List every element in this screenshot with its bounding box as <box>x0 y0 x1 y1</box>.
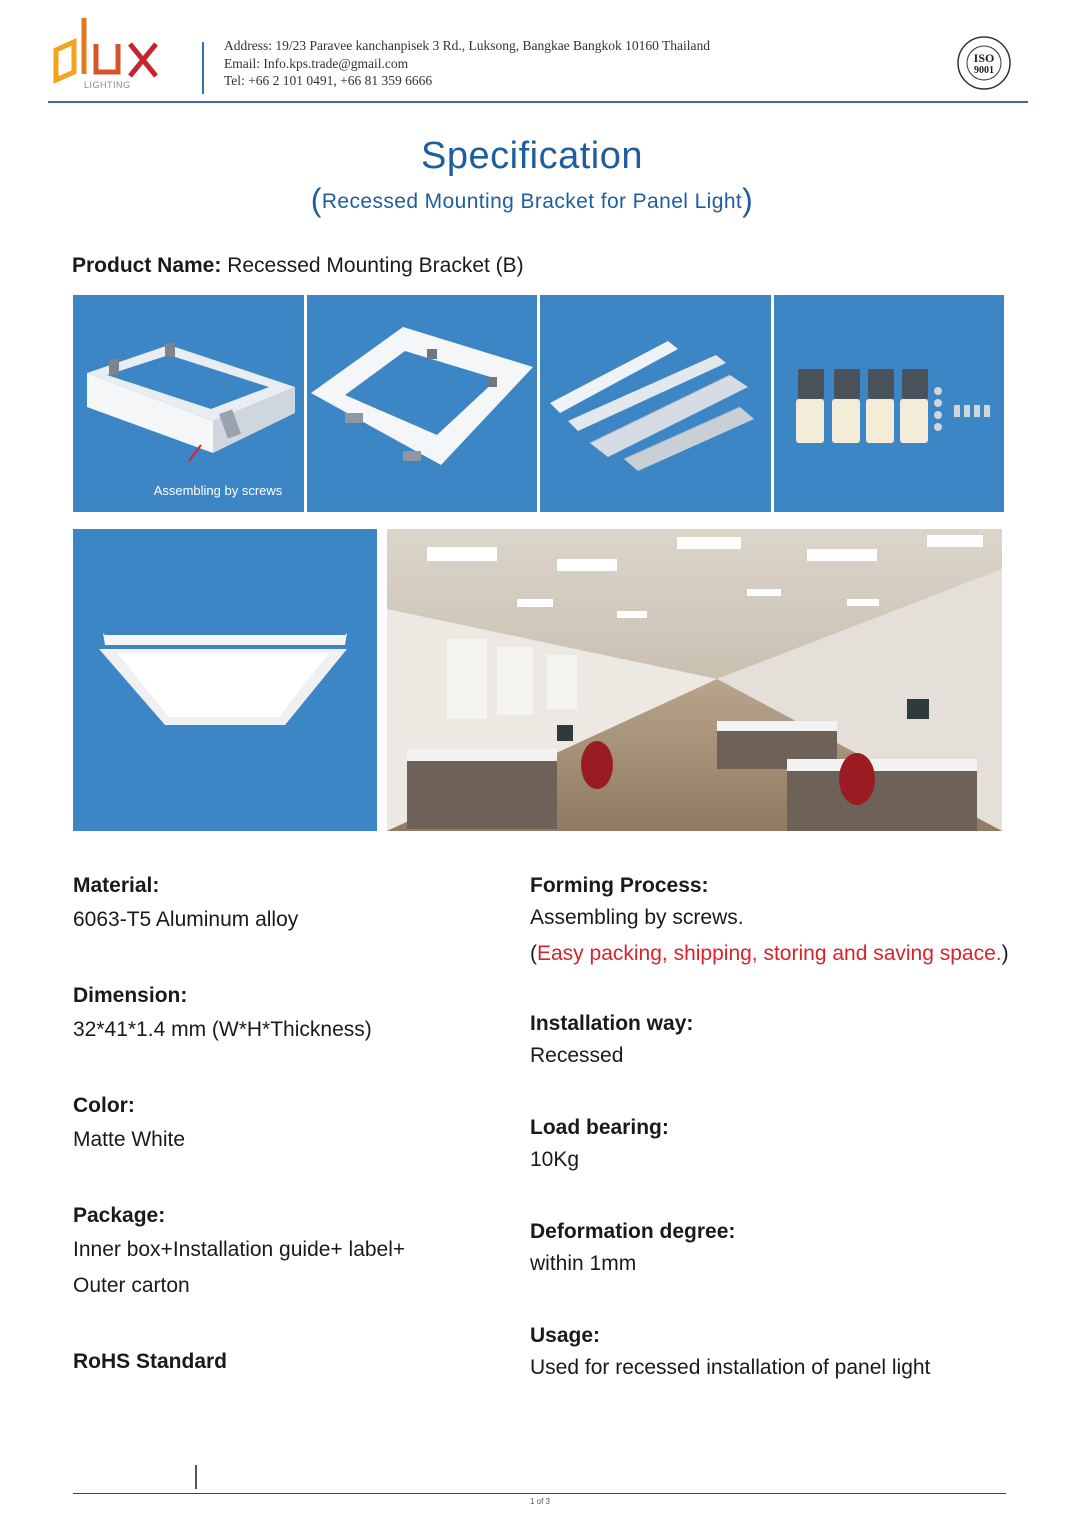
spec-label: Material: <box>73 874 160 897</box>
spec-label: Installation way: <box>530 1012 694 1035</box>
spec-rohs <box>73 1350 227 1374</box>
spec-dimension <box>73 984 372 1048</box>
subtitle-text: Recessed Mounting Bracket for Panel Light <box>321 190 743 213</box>
spec-label: Forming Process: <box>530 874 709 897</box>
tel-line: Tel: +66 2 101 0491, +66 81 359 6666 <box>224 73 433 88</box>
spec-value: Matte White <box>73 1128 186 1151</box>
image-caption: Assembling by screws <box>153 483 283 498</box>
iso-badge <box>956 35 1012 91</box>
logo-subtitle: LIGHTING <box>84 80 131 90</box>
spec-installation-way <box>530 1012 693 1074</box>
header-rule <box>48 101 1028 103</box>
spec-label: Load bearing: <box>530 1116 669 1139</box>
iso-number: 9001 <box>974 65 994 76</box>
spec-value: Assembling by screws. <box>530 906 744 929</box>
contact-block <box>224 37 710 90</box>
spec-load-bearing <box>530 1116 669 1178</box>
email-line[interactable]: Email: Info.kps.trade@gmail.com <box>224 55 409 71</box>
spec-usage <box>530 1324 930 1386</box>
product-name <box>72 254 524 278</box>
spec-value-cont: Outer carton <box>73 1274 190 1297</box>
spec-material <box>73 874 298 938</box>
spec-value: Recessed <box>530 1044 624 1067</box>
spec-color <box>73 1094 185 1158</box>
spec-label: Package: <box>73 1204 166 1227</box>
spec-package <box>73 1204 405 1304</box>
spec-value: Used for recessed installation of panel light <box>530 1356 931 1379</box>
spec-label: Color: <box>73 1094 135 1117</box>
spec-label: Usage: <box>530 1324 601 1347</box>
spec-note: (Easy packing, shipping, storing and saving space.) <box>530 942 1009 965</box>
spec-value: 10Kg <box>530 1148 580 1171</box>
product-value: Recessed Mounting Bracket (B) <box>227 254 524 277</box>
spec-value: within 1mm <box>530 1252 637 1275</box>
bracket-frame-image <box>307 295 537 512</box>
page-title: Specification <box>421 135 643 177</box>
bracket-clips-image <box>774 295 1004 512</box>
footer-rule <box>73 1493 1006 1494</box>
panel-light-image <box>73 529 377 831</box>
spec-value: 6063-T5 Aluminum alloy <box>73 908 299 931</box>
product-label: Product Name: <box>72 254 222 277</box>
header-divider <box>202 42 204 94</box>
bracket-rails-image <box>540 295 771 512</box>
iso-text: ISO <box>973 51 995 65</box>
office-installation-photo <box>387 529 1002 831</box>
spec-forming-process <box>530 874 1009 972</box>
address-line: Address: 19/23 Paravee kanchanpisek 3 Rd., Luksong, Bangkae Bangkok 10160 Thailand <box>224 38 711 53</box>
page-number: 1 of 3 <box>529 1497 550 1506</box>
bracket-assembled-image <box>73 295 304 512</box>
spec-label: Deformation degree: <box>530 1220 736 1243</box>
spec-deformation-degree <box>530 1220 735 1282</box>
footer-tick <box>195 1465 197 1489</box>
page-subtitle: (Recessed Mounting Bracket for Panel Light) <box>310 182 754 218</box>
spec-label: RoHS Standard <box>73 1350 228 1373</box>
spec-note-highlight: Easy packing, shipping, storing and saving space. <box>537 942 1002 965</box>
spec-value: Inner box+Installation guide+ label+ <box>73 1238 406 1261</box>
spec-value: 32*41*1.4 mm (W*H*Thickness) <box>73 1018 372 1041</box>
spec-label: Dimension: <box>73 984 188 1007</box>
